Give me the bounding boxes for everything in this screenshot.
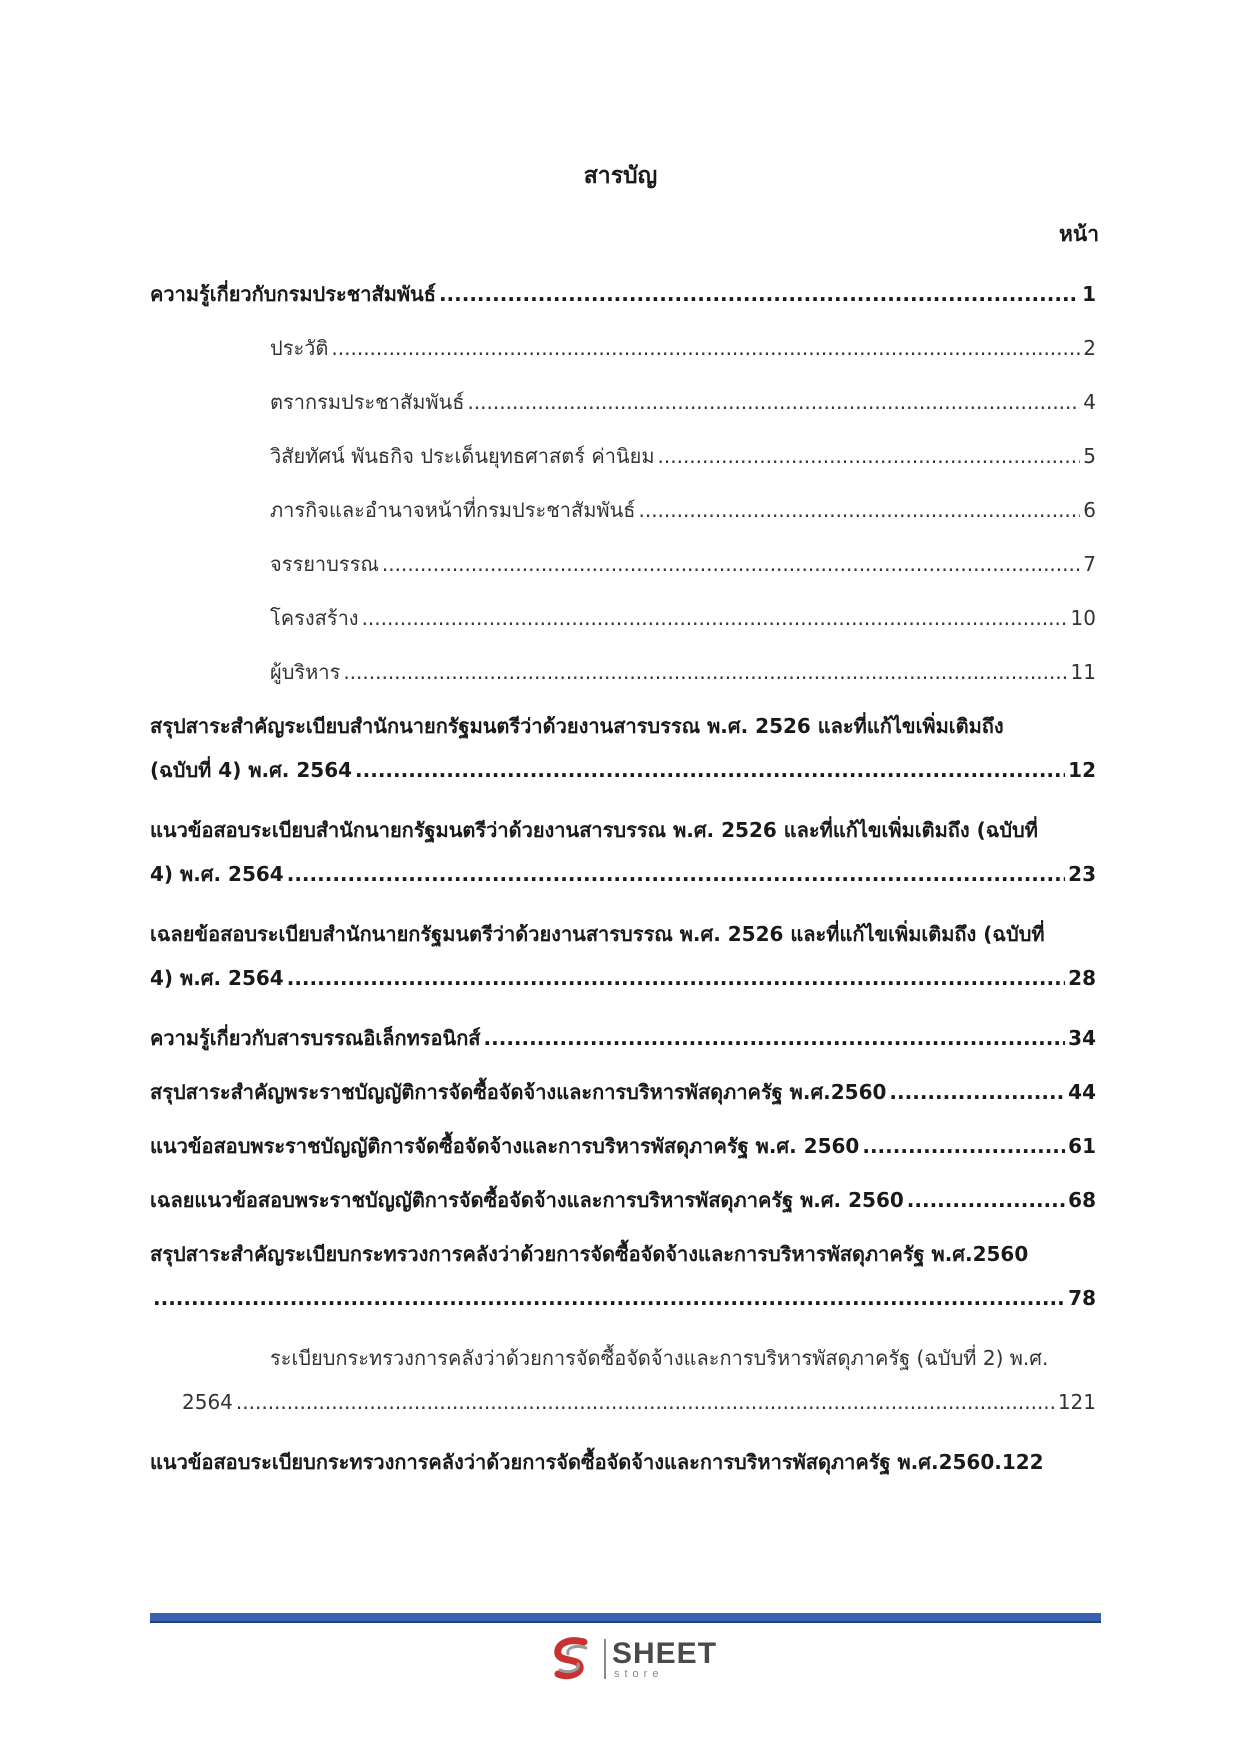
toc-entry[interactable]: วิสัยทัศน์ พันธกิจ ประเด็นยุทธศาสตร์ ค่านิยม ..... 5 [270,434,1096,478]
logo-separator [604,1639,606,1679]
page-column-header: หน้า [1059,222,1099,246]
page-title: สารบัญ [583,163,658,189]
toc-entry[interactable]: ผู้บริหาร ..... 11 [270,650,1096,694]
toc-entry[interactable]: ความรู้เกี่ยวกับกรมประชาสัมพันธ์ ..... 1 [150,272,1096,316]
toc-entry[interactable]: เฉลยข้อสอบระเบียบสำนักนายกรัฐมนตรีว่าด้วยงานสารบรรณ พ.ศ. 2526 และที่แก้ไขเพิ่มเติมถึง (ฉบับที่ 4) พ.ศ. 2564 ..... 28 [150,912,1096,1000]
sheet-store-logo [548,1633,717,1685]
toc-entry[interactable]: โครงสร้าง ..... 10 [270,596,1096,640]
toc-entry[interactable]: ระเบียบกระทรวงการคลังว่าด้วยการจัดซื้อจัดจ้างและการบริหารพัสดุภาครัฐ (ฉบับที่ 2) พ.ศ. 2564 ..... 121 [182,1336,1096,1424]
toc-entry[interactable]: เฉลยแนวข้อสอบพระราชบัญญัติการจัดซื้อจัดจ้างและการบริหารพัสดุภาครัฐ พ.ศ. 2560 ..... 68 [150,1178,1096,1222]
footer-rule [150,1613,1101,1623]
toc-entry[interactable]: สรุปสาระสำคัญพระราชบัญญัติการจัดซื้อจัดจ้างและการบริหารพัสดุภาครัฐ พ.ศ.2560 ..... 44 [150,1070,1096,1114]
toc-entry[interactable]: ประวัติ ..... 2 [270,326,1096,370]
logo-word: SHEET [612,1636,718,1670]
toc-entry[interactable]: ความรู้เกี่ยวกับสารบรรณอิเล็กทรอนิกส์ ..... 34 [150,1016,1096,1060]
logo-subtext: store [614,1667,664,1680]
toc-entry[interactable]: ภารกิจและอำนาจหน้าที่กรมประชาสัมพันธ์ ..... 6 [270,488,1096,532]
toc-entry[interactable]: จรรยาบรรณ ..... 7 [270,542,1096,586]
logo-wordmark [612,1636,718,1680]
sheet-logo-icon [548,1634,598,1684]
toc-entry[interactable]: สรุปสาระสำคัญระเบียบสำนักนายกรัฐมนตรีว่าด้วยงานสารบรรณ พ.ศ. 2526 และที่แก้ไขเพิ่มเติมถึง (ฉบับที่ 4) พ.ศ. 2564 ..... 12 [150,704,1096,792]
toc-entry[interactable]: ตรากรมประชาสัมพันธ์ ..... 4 [270,380,1096,424]
toc-entry[interactable]: สรุปสาระสำคัญระเบียบกระทรวงการคลังว่าด้วยการจัดซื้อจัดจ้างและการบริหารพัสดุภาครัฐ พ.ศ.2560 ..... 78 [150,1232,1096,1320]
toc-entry[interactable]: แนวข้อสอบระเบียบสำนักนายกรัฐมนตรีว่าด้วยงานสารบรรณ พ.ศ. 2526 และที่แก้ไขเพิ่มเติมถึง (ฉบับที่ 4) พ.ศ. 2564 ..... 23 [150,808,1096,896]
toc-entry[interactable]: แนวข้อสอบระเบียบกระทรวงการคลังว่าด้วยการจัดซื้อจัดจ้างและการบริหารพัสดุภาครัฐ พ.ศ.2560. 122 [150,1450,1044,1474]
toc-entry[interactable]: แนวข้อสอบพระราชบัญญัติการจัดซื้อจัดจ้างและการบริหารพัสดุภาครัฐ พ.ศ. 2560 ..... 61 [150,1124,1096,1168]
